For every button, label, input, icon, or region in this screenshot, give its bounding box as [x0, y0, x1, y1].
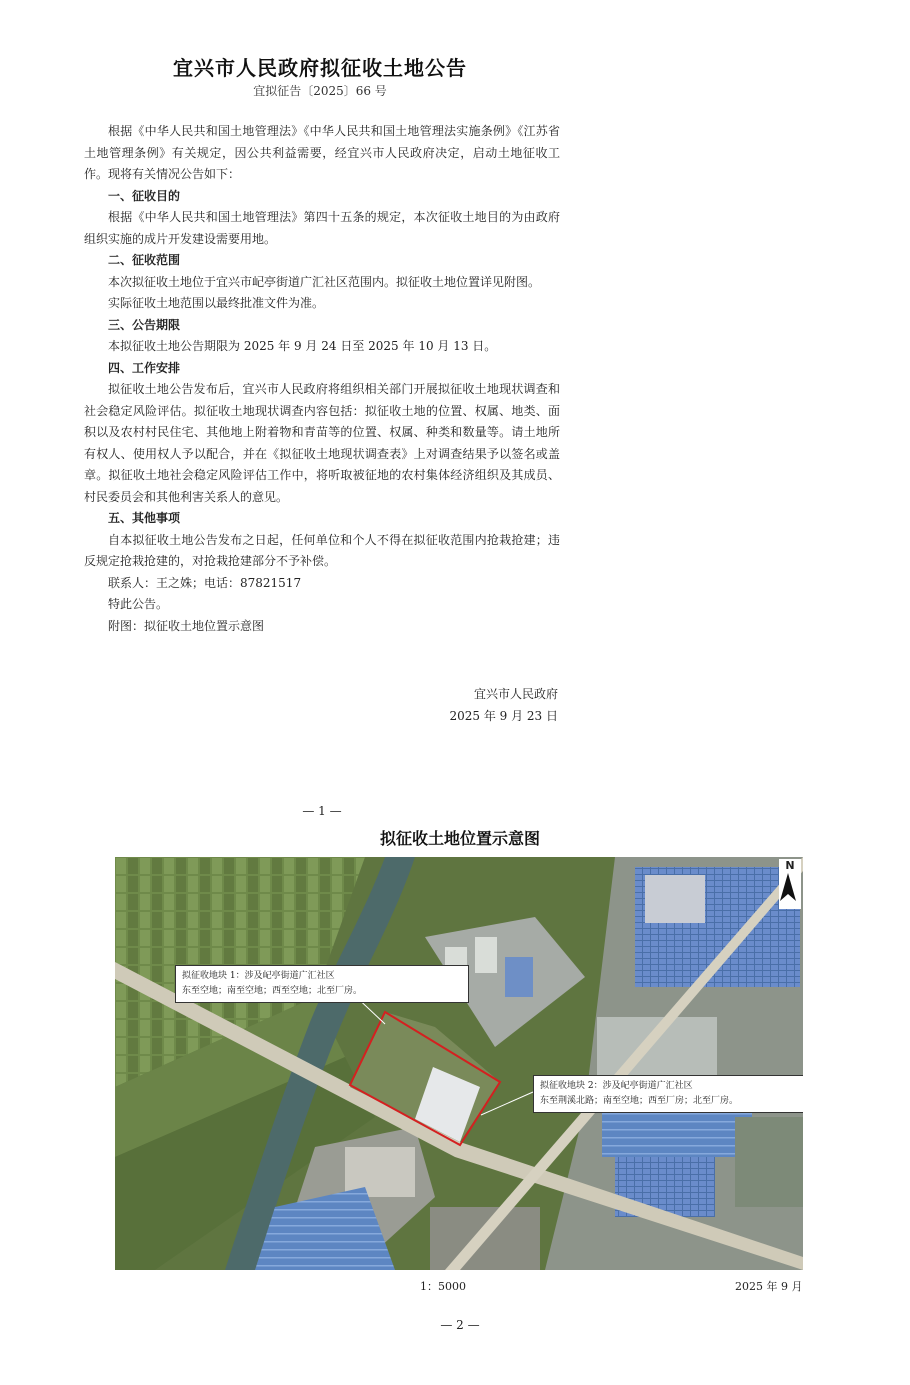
page-number-2: — 2 — — [440, 1318, 480, 1332]
section-paragraph: 拟征收土地公告发布后，宜兴市人民政府将组织相关部门开展拟征收土地现状调查和社会稳定风险评估。拟征收土地现状调查内容包括：拟征收土地的位置、权属、地类、面积以及农村村民住宅、其他地上附着物和青苗等的位置、权属、种类和数量等。请土地所有权人、使用权人予以配合，并在《拟征收土地现状调查表》上对调查结果予以签名或盖章。拟征收土地社会稳定风险评估工作中，将听取被征地的农村集体经济组织及其成员、村民委员会和其他利害关系人的意见。 — [84, 382, 560, 504]
map-scale: 1：5000 — [420, 1280, 466, 1293]
section-paragraph: 自本拟征收土地公告发布之日起，任何单位和个人不得在拟征收范围内抢栽抢建；违反规定抢栽抢建的，对抢栽抢建部分不予补偿。 — [84, 532, 560, 568]
document-number: 宜拟征告〔2025〕66 号 — [253, 84, 387, 98]
section-paragraph: 根据《中华人民共和国土地管理法》第四十五条的规定，本次征收土地目的为由政府组织实施的成片开发建设需要用地。 — [84, 210, 560, 246]
section-paragraph: 本拟征收土地公告期限为 2025 年 9 月 24 日至 2025 年 10 月 13 日。 — [108, 339, 497, 353]
notice-title: 宜兴市人民政府拟征收土地公告 — [173, 56, 467, 80]
parcel-1-line-1: 拟征收地块 1：涉及屺亭街道广汇社区 — [182, 971, 335, 981]
intro-paragraph: 根据《中华人民共和国土地管理法》《中华人民共和国土地管理法实施条例》《江苏省土地管理条例》有关规定，因公共利益需要，经宜兴市人民政府决定，启动土地征收工作。现将有关情况公告如下： — [84, 124, 560, 181]
closing-line: 特此公告。 — [108, 597, 169, 611]
section-heading: 四、工作安排 — [108, 360, 181, 375]
section-heading: 二、征收范围 — [108, 253, 181, 267]
section-paragraph: 本次拟征收土地位于宜兴市屺亭街道广汇社区范围内。拟征收土地位置详见附图。 — [108, 274, 541, 289]
contact-line: 联系人：王之姝；电话：87821517 — [108, 575, 302, 590]
notice-body — [84, 121, 560, 637]
section-paragraph: 实际征收土地范围以最终批准文件为准。 — [108, 296, 325, 310]
section-heading: 一、征收目的 — [108, 188, 181, 203]
satellite-map — [115, 857, 803, 1270]
parcel-2-callout — [533, 1075, 803, 1113]
north-label: N — [785, 859, 795, 872]
figure-title: 拟征收土地位置示意图 — [379, 829, 540, 848]
section-heading: 三、公告期限 — [108, 317, 181, 332]
attachment-line: 附图：拟征收土地位置示意图 — [108, 618, 265, 633]
page-number-1: — 1 — — [302, 804, 342, 818]
north-arrow — [779, 859, 801, 909]
parcel-1-callout — [175, 965, 469, 1003]
parcel-2-line-1: 拟征收地块 2：涉及屺亭街道广汇社区 — [540, 1081, 693, 1091]
section-heading: 五、其他事项 — [108, 511, 181, 525]
map-image — [115, 857, 803, 1270]
map-date: 2025 年 9 月 — [735, 1280, 803, 1293]
issuer-name: 宜兴市人民政府 — [473, 687, 558, 701]
parcel-2-line-2: 东至荆溪北路；南至空地；西至厂房；北至厂房。 — [540, 1096, 739, 1106]
north-arrow-icon — [779, 873, 797, 903]
parcel-1-line-2: 东至空地；南至空地；西至空地；北至厂房。 — [182, 986, 363, 996]
issue-date: 2025 年 9 月 23 日 — [449, 709, 558, 723]
